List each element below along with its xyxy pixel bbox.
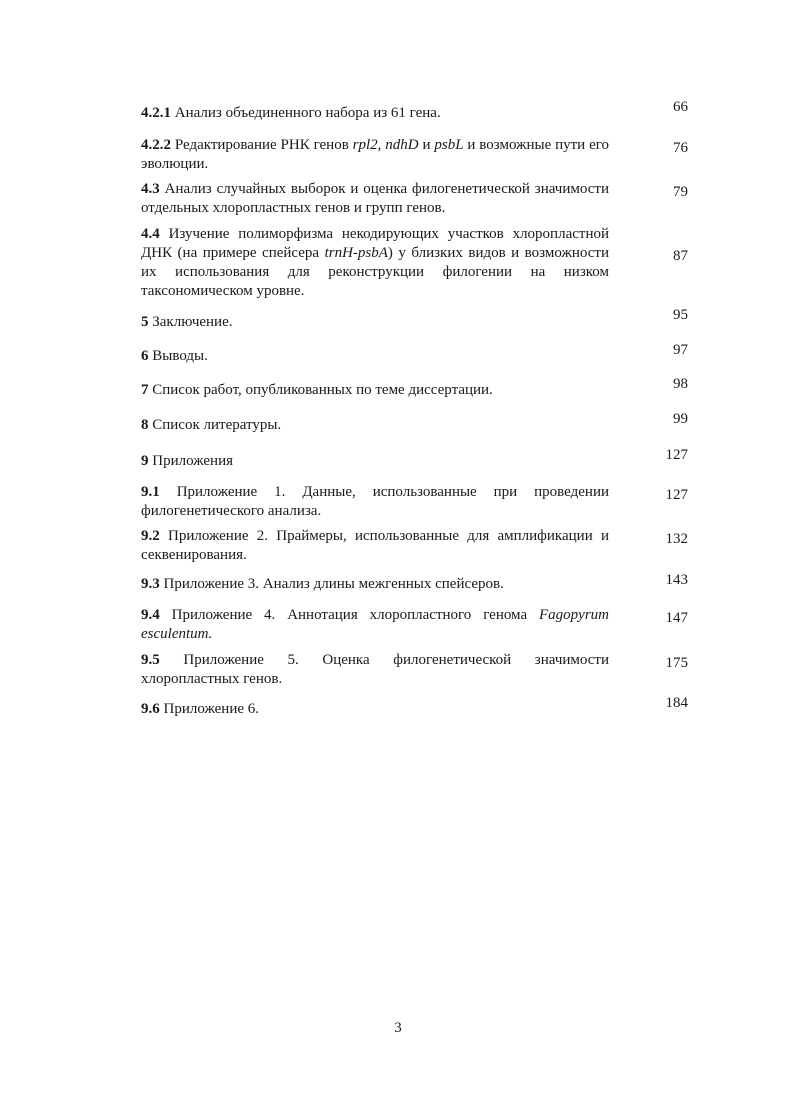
toc-entry-text: 9.6 Приложение 6. [141, 701, 260, 717]
toc-page-number: 98 [673, 376, 688, 392]
toc-page-number: 95 [673, 307, 688, 323]
toc-entry-text: 5 Заключение. [141, 314, 233, 330]
toc-entry-text: 8 Список литературы. [141, 417, 282, 433]
toc-page-number: 66 [673, 99, 688, 115]
toc-page-number: 132 [665, 531, 688, 547]
toc-entry-text: 9.1 Приложение 1. Данные, использованные при проведении филогенетического анализа. [141, 484, 609, 519]
toc-entry-text: 9.2 Приложение 2. Праймеры, использованные для амплификации и секвенирования. [141, 528, 609, 563]
toc-page-number: 147 [665, 610, 688, 626]
toc-entry-text: 9 Приложения [141, 453, 233, 469]
toc-page-number: 99 [673, 411, 688, 427]
toc-entry-text: 4.2.2 Редактирование РНК генов rpl2, ndhD и psbL и возможные пути его эволюции. [141, 137, 610, 172]
toc-page-number: 97 [673, 342, 688, 358]
toc-entry-text: 4.3 Анализ случайных выборок и оценка филогенетической значимости отдельных хлоропластных генов и групп генов. [141, 181, 609, 216]
toc-page-number: 76 [673, 140, 688, 156]
toc-page-number: 143 [665, 572, 688, 588]
toc-entry-text: 9.5 Приложение 5. Оценка филогенетической значимости хлоропластных генов. [141, 652, 609, 687]
toc-page-number: 79 [673, 184, 688, 200]
toc-page-number: 127 [665, 447, 688, 463]
toc-entry-text: 4.4 Изучение полиморфизма некодирующих участков хлоропластной ДНК (на примере спейсера trnH-psbA) у близких видов и возможности их использования для реконструкции филогении на низком таксономическом уровне. [141, 226, 609, 299]
toc-entry-text: 7 Список работ, опубликованных по теме диссертации. [141, 382, 493, 398]
toc-entry-text: 4.2.1 Анализ объединенного набора из 61 гена. [141, 105, 441, 121]
toc-page-number: 127 [665, 487, 688, 503]
toc-entry-text: 6 Выводы. [141, 348, 208, 364]
toc-page-number: 87 [673, 248, 688, 264]
toc-entry-text: 9.3 Приложение 3. Анализ длины межгенных спейсеров. [141, 576, 504, 592]
toc-page-number: 175 [665, 655, 688, 671]
toc-page-number: 184 [665, 695, 688, 711]
page-number-footer: 3 [394, 1020, 402, 1036]
toc-entry-text: 9.4 Приложение 4. Аннотация хлоропластного генома Fagopyrum esculentum. [141, 607, 609, 642]
